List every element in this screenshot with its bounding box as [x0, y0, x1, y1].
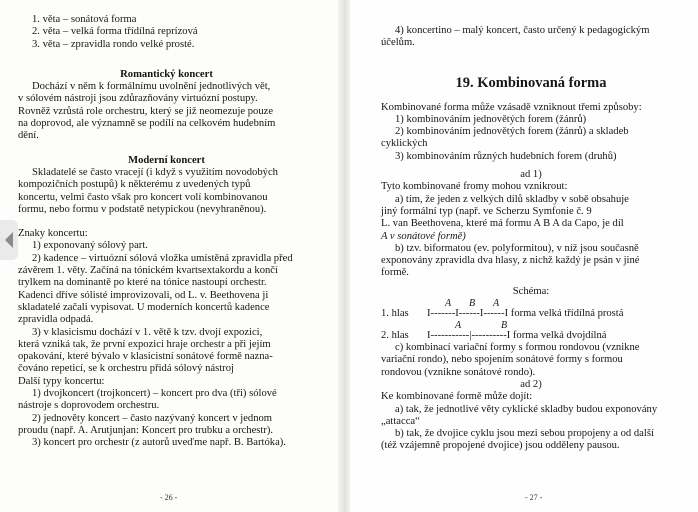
schema-line: I-----------|----------I forma velká dvojdílná	[427, 329, 607, 341]
list-item: 1) kombinováním jednovětých forem (žánrů)	[395, 113, 587, 125]
text-line: 2) kadence – virtuózní sólová vložka umístěná zpravidla před	[32, 252, 293, 264]
subheading-ad1: ad 1)	[520, 169, 542, 181]
text-line: a) tak, že jednotlivé věty cyklické skladby budou exponovány	[395, 403, 658, 415]
list-item: 2. věta – velká forma třídílná reprízová	[32, 26, 198, 38]
text-line: formu, nebo formu v podstatě netypickou (nevyhraněnou).	[18, 203, 267, 215]
text-line: b) tzv. biformatou (ev. polyformitou), v níž jsou současně	[395, 242, 639, 254]
section-heading-romantic: Romantický koncert	[120, 68, 213, 80]
ad2-paragraph	[381, 404, 681, 453]
text-line: Dochází v něm k formálnímu uvolnění jednotlivých vět,	[32, 81, 271, 93]
text-line: Kombinované forma může vzásadě vzniknout třemi způsoby:	[381, 101, 642, 113]
text-line: Kadenci dříve sólisté improvizovali, od L. v. Beethovena ji	[18, 289, 269, 301]
left-page-text	[18, 14, 315, 450]
schema-symbol: B	[501, 320, 508, 332]
page-number-left: - 26 -	[160, 493, 178, 502]
text-line: L. van Beethovena, které má formu A B A da Capo, je díl	[381, 218, 624, 230]
types-title: Další typy koncertu:	[18, 375, 105, 387]
text-line: 3) koncert pro orchestr (z autorů uveďme např. B. Bartóka).	[32, 437, 286, 449]
text-line: Ke kombinované formě může dojít:	[381, 391, 533, 403]
text-line: exponovány zpravidla dva hlasy, z nichž každý je psán v jiné	[381, 255, 640, 267]
text-line: zpravidla odpadá.	[18, 314, 94, 326]
schema-symbol: A	[455, 320, 462, 332]
text-line: koncertu, velmi často však pro koncert volí kombinovanou	[18, 191, 268, 203]
ways-list	[381, 114, 681, 163]
text-line: v sólovém nástroji jsou zdůrazňovány virtuózní postupy.	[18, 93, 258, 105]
text-line: formě.	[381, 267, 409, 279]
schema-symbol: B	[469, 298, 476, 310]
text-line: „attacca“	[381, 415, 420, 427]
text-line: variační rondo), nebo spojením sonátové formy s formou	[381, 354, 623, 366]
text-line: nástroje s doprovodem orchestru.	[18, 400, 160, 412]
schema-voice-1	[381, 298, 681, 320]
text-line: 3) v klasicismu dochází v 1. větě k tzv. dvojí expozici,	[32, 326, 263, 338]
text-line: 4) koncertino – malý koncert, často určený k pedagogickým	[395, 25, 650, 36]
schema-line: I-------I------I------I forma velká třídílná prostá	[427, 307, 624, 319]
section-heading-modern: Moderní koncert	[128, 154, 205, 166]
text-line: závěrem 1. věty. Začíná na tónickém kvartsextakordu a končí	[18, 265, 278, 277]
right-page-text	[381, 25, 681, 453]
text-line: 2) jednověty koncert – často nazývaný koncert v jednom	[32, 412, 273, 424]
text-line: čováno repeticí, se k orchestru přidá sólový nástroj	[18, 363, 234, 375]
text-line: rondovou (vznikne sonátové rondo).	[381, 366, 536, 378]
text-line: kompozičních postupů) k některému z uvedených typů	[18, 179, 251, 191]
right-page	[350, 0, 698, 512]
schema-symbol: A	[493, 298, 500, 310]
list-item: 2) kombinováním jednovětých forem (žánrů) a skladeb	[395, 126, 629, 138]
text-line: dění.	[18, 130, 39, 142]
list-item: 1. věta – sonátová forma	[32, 14, 137, 25]
schema-symbol: A	[445, 298, 452, 310]
text-line: c) kombinací variační formy s formou rondovou (vznikne	[395, 342, 640, 354]
previous-page-arrow-icon[interactable]	[0, 220, 18, 260]
text-line: A v sonátové formě)	[381, 230, 466, 242]
text-line: opakování, které bývalo v klasicistní sonátové formě nazna-	[18, 351, 273, 363]
schema-voice-2	[381, 320, 681, 342]
features-list	[18, 240, 315, 375]
text-line: jiný formální typ (např. ve Scherzu Symfonie č. 9	[381, 205, 592, 217]
text-line: a) tím, že jeden z velkých dílů skladby v sobě obsahuje	[395, 193, 629, 205]
ad1-paragraph	[381, 194, 681, 280]
left-page	[0, 0, 340, 512]
text-line: Skladatelé se často vracejí (i když s využitím novodobých	[32, 166, 278, 178]
list-item: 3) kombinováním různých hudebních forem (druhů)	[395, 150, 617, 162]
paragraph-romantic	[18, 81, 315, 142]
text-line: skladatelé začali vypisovat. U moderních koncertů kadence	[18, 301, 270, 313]
text-line: (též vzájemně propojené dvojice) jsou odděleny pausou.	[381, 440, 620, 452]
text-line: která vzniká tak, že první expozici hraje orchestr a při jejím	[18, 338, 271, 350]
paragraph-modern	[18, 167, 315, 216]
more-paragraph	[381, 342, 681, 379]
schema-label: 1. hlas	[381, 307, 409, 319]
schema-title: Schéma:	[512, 285, 550, 297]
text-line: Rovněž vzrůstá role orchestru, který se již neomezuje pouze	[18, 105, 274, 117]
page-number-right: - 27 -	[525, 493, 543, 502]
text-line: b) tak, že dvojice cyklu jsou mezi sebou propojeny a od další	[395, 428, 654, 440]
features-title: Znaky koncertu:	[18, 228, 88, 240]
text-line: na doprovod, ale významně se podílí na celkovém hudebním	[18, 118, 276, 130]
text-line: 1) dvojkoncert (trojkoncert) – koncert pro dva (tři) sólové	[32, 388, 277, 400]
text-line: Tyto kombinované fromy mohou vznikrout:	[381, 181, 568, 193]
types-list	[18, 388, 315, 449]
chapter-heading: 19. Kombinovaná forma	[455, 74, 607, 91]
movement-list	[18, 14, 315, 51]
list-item: cyklických	[381, 138, 428, 150]
list-item: 3. věta – zpravidla rondo velké prosté.	[32, 38, 195, 50]
subheading-ad2: ad 2)	[520, 378, 542, 390]
text-line: účelům.	[381, 37, 415, 49]
text-line: proudu (např. A. Arutjunjan: Koncert pro trubku a orchestr).	[18, 424, 274, 436]
text-line: trylkem na dominantě po které na tónice nastoupí orchestr.	[18, 277, 267, 289]
text-line: 1) exponovaný sólový part.	[32, 240, 148, 252]
schema-label: 2. hlas	[381, 329, 409, 341]
